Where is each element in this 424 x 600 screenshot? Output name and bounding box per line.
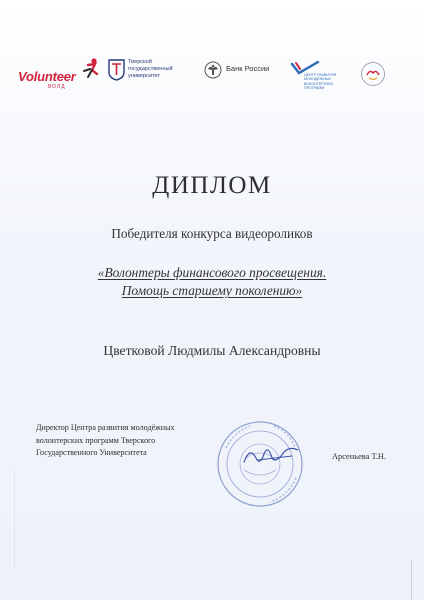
youth-center-line-1: ЦЕНТР РАЗВИТИЯ: [304, 73, 337, 77]
partner-logos: [18, 55, 408, 95]
runner-icon: [78, 57, 102, 79]
round-emblem-logo: [360, 55, 388, 95]
handwritten-signature: [240, 440, 304, 470]
signatory-line-1: Директор Центра развития молодёжных: [36, 423, 175, 432]
signatory-title: [36, 422, 236, 460]
tvgu-logo: [108, 55, 204, 95]
youth-center-line-3: ПРОГРАММ: [304, 86, 325, 91]
contest-name-line-2: Помощь старшему поколению»: [121, 283, 303, 298]
volunteer-logo-text: Volunteer: [18, 69, 76, 84]
double-eagle-emblem-icon: [204, 61, 222, 79]
volunteer-logo-subtext: ВОЛД: [48, 84, 66, 90]
youth-volunteer-center-logo: [290, 55, 360, 95]
volunteer-logo: [18, 55, 102, 95]
signatory-line-3: Государственного Университета: [36, 448, 147, 458]
recipient-name: Цветковой Людмилы Александровны: [103, 343, 321, 358]
tvgu-line-1: Тверской: [128, 59, 152, 65]
diploma-subtitle: Победителя конкурса видеороликов: [111, 226, 313, 241]
youth-center-line-2: МОЛОДЁЖНЫХ ВОЛОНТЁРСКИХ: [304, 77, 334, 86]
tvgu-line-2: государственный: [128, 66, 173, 72]
contest-name-line-1: «Волонтеры финансового просвещения.: [97, 265, 327, 280]
tvgu-line-3: университет: [128, 73, 161, 79]
signatory-name: Арсеньева Т.Н.: [332, 452, 386, 461]
scan-edge-line: [14, 470, 15, 570]
youth-center-logo-text: [304, 73, 360, 91]
contest-name: [0, 264, 424, 300]
university-shield-icon: [108, 59, 125, 81]
tvgu-logo-text: [128, 59, 204, 80]
scan-edge-mark: [411, 560, 418, 600]
diploma-title: ДИПЛОМ: [152, 172, 272, 199]
round-emblem-icon: [360, 61, 386, 87]
bank-of-russia-name: Банк России: [226, 64, 270, 73]
signatory-line-2: волонтерских программ Тверского: [36, 435, 156, 445]
bank-of-russia-logo: [204, 55, 284, 95]
